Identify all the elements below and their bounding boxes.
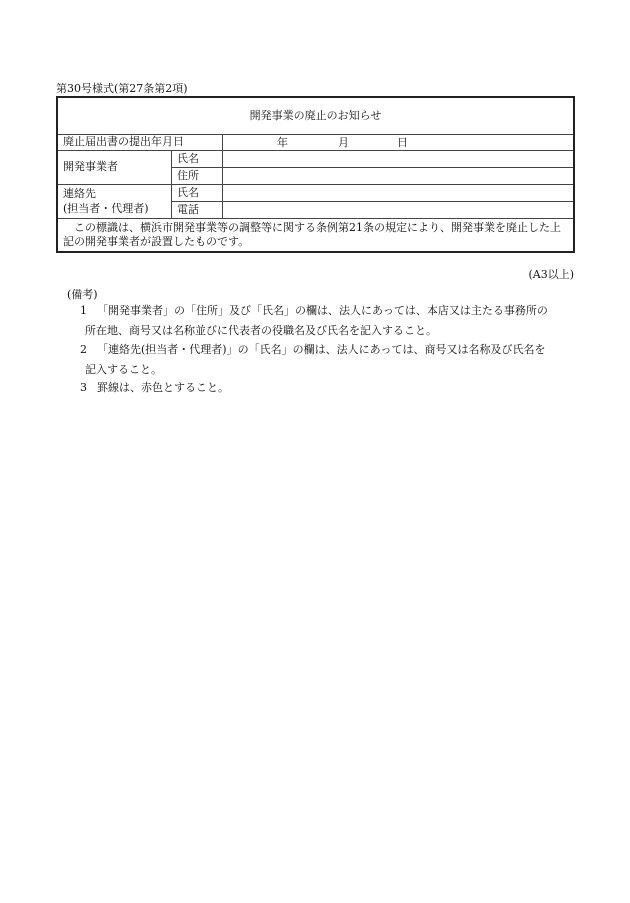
notice-statement: この標識は、横浜市開発事業等の調整等に関する条例第21条の規定により、開発事業を廃止した上記の開発事業者が設置したものです。: [57, 219, 574, 253]
day-label: 日: [397, 136, 408, 149]
developer-label: 開発事業者: [57, 151, 172, 185]
size-note: (A3以上): [528, 268, 574, 281]
notice-title: 開発事業の廃止のお知らせ: [57, 97, 574, 135]
contact-label-line1: 連絡先: [63, 187, 96, 201]
contact-label-line2: (担当者・代理者): [63, 201, 149, 215]
remark-number: 1: [80, 304, 87, 317]
contact-label: [57, 185, 172, 219]
submission-date-field[interactable]: [223, 135, 575, 151]
developer-address-field[interactable]: [223, 168, 575, 185]
contact-phone-label: 電話: [172, 202, 223, 219]
submission-date-label: 廃止届出書の提出年月日: [57, 135, 223, 151]
remark-item: [66, 378, 581, 398]
year-label: 年: [277, 136, 288, 149]
remark-text-continued: 記入すること。: [85, 363, 162, 376]
remark-text: 罫線は、赤色とすること。: [97, 381, 229, 394]
remark-text: 「開発事業者」の「住所」及び「氏名」の欄は、法人にあっては、本店又は主たる事務所の: [97, 304, 548, 317]
notice-table: [56, 96, 575, 253]
remark-number: 3: [80, 381, 87, 394]
remark-text: 「連絡先(担当者・代理者)」の「氏名」の欄は、法人にあっては、商号又は名称及び氏名を: [97, 343, 546, 356]
remark-number: 2: [80, 343, 87, 356]
remark-item: [66, 301, 581, 341]
contact-phone-field[interactable]: [223, 202, 575, 219]
remarks-heading: (備考): [67, 288, 98, 301]
developer-address-label: 住所: [172, 168, 223, 185]
form-number-label: 第30号様式(第27条第2項): [56, 82, 188, 95]
contact-name-label: 氏名: [172, 185, 223, 202]
month-label: 月: [338, 136, 349, 149]
remark-text-continued: 所在地、商号又は名称並びに代表者の役職名及び氏名を記入すること。: [85, 324, 437, 337]
developer-name-field[interactable]: [223, 151, 575, 168]
developer-name-label: 氏名: [172, 151, 223, 168]
contact-name-field[interactable]: [223, 185, 575, 202]
remark-item: [66, 340, 581, 380]
